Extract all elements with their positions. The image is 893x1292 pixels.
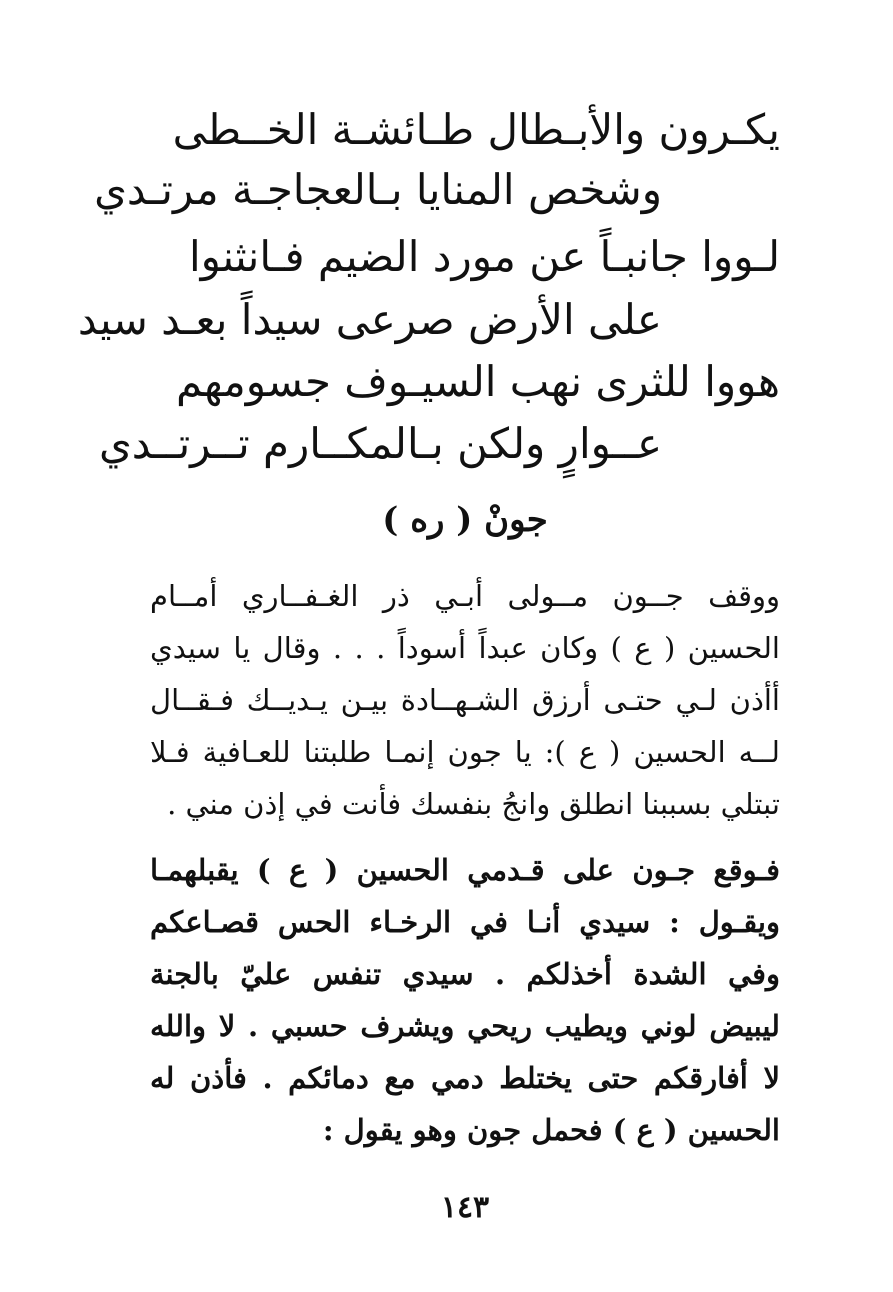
poem-line-2: وشخص المنايا بـالعجاجـة مرتـدي <box>94 165 662 214</box>
book-page <box>77 0 780 1292</box>
paragraph-2 <box>150 844 780 1156</box>
poem-line-1: يكـرون والأبـطال طـائشـة الخــطى <box>172 105 780 154</box>
poem-line-5: هووا للثرى نهب السيـوف جسومهم <box>176 357 780 406</box>
page-number: ١٤٣ <box>440 1190 490 1225</box>
section-heading: جونْ ( ره ) <box>382 500 548 540</box>
poem-line-6: عــوارٍ ولكن بـالمكــارم تــرتــدي <box>98 419 662 468</box>
paragraph-1 <box>150 570 780 830</box>
poem-line-3: لـووا جانبـاً عن مورد الضيم فـانثنوا <box>188 232 780 281</box>
poem-line-4: على الأرض صرعى سيداً بعـد سيد <box>77 295 662 344</box>
paragraph-1-text: ووقف جــون مــولى أبـي ذر الغـفــاري أمــام الحسين ( ع ) وكان عبداً أسوداً . . . وقال يا سيدي أأذن لـي حتـى أرزق الشـهــادة بيـن يـديــك فـقــال لــه الحسين ( ع ): يا جون إنمـا طلبتنا للعـافية فـلا تبتلي بسببنا انطلق وانجُ بنفسك فأنت في إذن مني . <box>150 579 780 821</box>
paragraph-2-text: فـوقع جـون على قـدمي الحسين ( ع ) يقبلهمـا ويقـول : سيدي أنـا في الرخـاء الحس قصـاعكم وفي الشدة أخذلكم . سيدي تنفس عليّ بالجنة ليبيض لوني ويطيب ريحي ويشرف حسبي . لا والله لا أفارقكم حتى يختلط دمي مع دمائكم . فأذن له الحسين ( ع ) فحمل جون وهو يقول : <box>150 853 780 1147</box>
